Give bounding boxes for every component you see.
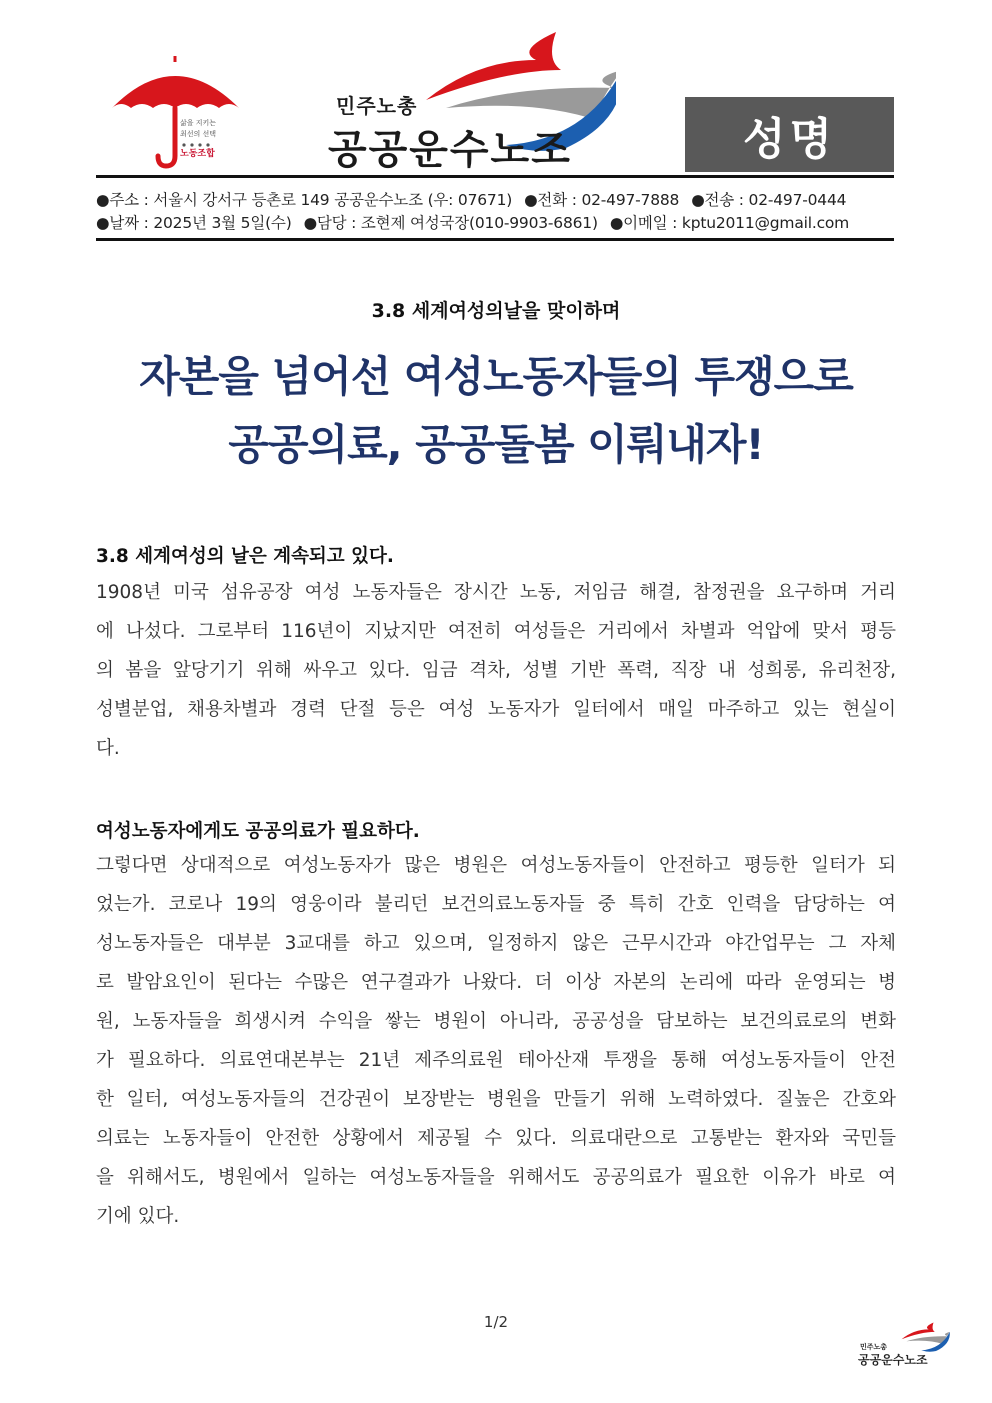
section-heading-1: 3.8 세계여성의 날은 계속되고 있다. [96, 546, 394, 567]
headline-line-1: 자본을 넘어선 여성노동자들의 투쟁으로 [139, 352, 853, 401]
contact-line-1 [96, 188, 896, 210]
section-2-line: 을 위해서도, 병원에서 일하는 여성노동자들을 위해서도 공공의료가 필요한 이유가 바로 여 [96, 1167, 896, 1188]
doc-type-label: 성명 [742, 113, 836, 165]
footer-confederation-label: 민주노총 [860, 1343, 888, 1351]
union-logo [326, 30, 616, 173]
contact-person-text: ●담당 : 조현제 여성국장(010-9903-6861) [303, 214, 598, 232]
section-1-line: 의 봄을 앞당기기 위해 싸우고 있다. 임금 격차, 성별 기반 폭력, 직장 내 성희롱, 유리천장, [96, 660, 896, 681]
footer-union-logo [858, 1322, 954, 1368]
footer-swoosh-icon [888, 1322, 952, 1354]
section-2-line: 원, 노동자들을 희생시켜 수익을 쌓는 병원이 아니라, 공공성을 담보하는 보건의료로의 변화 [96, 1011, 896, 1032]
section-2-line: 의료는 노동자들이 안전한 상황에서 제공될 수 있다. 의료대란으로 고통받는 환자와 국민들 [96, 1128, 896, 1149]
slogan-line-1: 삶을 지키는 [180, 119, 217, 127]
section-heading-2: 여성노동자에게도 공공의료가 필요하다. [96, 821, 420, 842]
section-2-line: 성노동자들은 대부분 3교대를 하고 있으며, 일정하지 않은 근무시간과 야간업무는 그 자체 [96, 933, 896, 954]
section-2-line: 었는가. 코로나 19의 영웅이라 불리던 보건의료노동자들 중 특히 간호 인력을 담당하는 여 [96, 894, 896, 915]
section-1-line: 에 나섰다. 그로부터 116년이 지났지만 여전히 여성들은 거리에서 차별과 억압에 맞서 평등 [96, 621, 896, 642]
statement-subtitle: 3.8 세계여성의날을 맞이하며 [371, 300, 621, 322]
section-2-line: 가 필요하다. 의료연대본부는 21년 제주의료원 테아산재 투쟁을 통해 여성노동자들이 안전 [96, 1050, 896, 1071]
page-number: 1/2 [483, 1313, 509, 1331]
union-confederation-label: 민주노총 [336, 94, 418, 118]
red-umbrella-icon [108, 56, 243, 171]
slogan-line-3: 노동조합 [180, 149, 215, 159]
header-divider-bottom [96, 238, 894, 241]
section-2-line: 기에 있다. [96, 1206, 180, 1227]
header-divider-top [96, 175, 894, 178]
section-2-line: 로 발암요인이 된다는 수많은 연구결과가 나왔다. 더 이상 자본의 논리에 따라 운영되는 병 [96, 972, 896, 993]
section-1-line: 다. [96, 738, 120, 759]
section-2-line: 그렇다면 상대적으로 여성노동자가 많은 병원은 여성노동자들이 안전하고 평등한 일터가 되 [96, 855, 896, 876]
contact-line-2 [96, 211, 896, 233]
address-text: ●주소 : 서울시 강서구 등촌로 149 공공운수노조 (우: 07671) [96, 191, 513, 209]
doc-type-badge [685, 97, 894, 172]
union-name-label: 공공운수노조 [328, 127, 572, 173]
umbrella-logo [108, 56, 243, 171]
headline-line-2: 공공의료, 공공돌봄 이뤄내자! [228, 420, 764, 469]
section-1-line: 성별분업, 채용차별과 경력 단절 등은 여성 노동자가 일터에서 매일 마주하고 있는 현실이 [96, 699, 896, 720]
section-2-line: 한 일터, 여성노동자들의 건강권이 보장받는 병원을 만들기 위해 노력하였다. 질높은 간호와 [96, 1089, 896, 1110]
section-1-line: 1908년 미국 섬유공장 여성 노동자들은 장시간 노동, 저임금 해결, 참정권을 요구하며 거리 [96, 582, 896, 603]
date-text: ●날짜 : 2025년 3월 5일(수) [96, 214, 292, 232]
phone-text: ●전화 : 02-497-7888 [524, 191, 680, 209]
fax-text: ●전송 : 02-497-0444 [691, 191, 847, 209]
footer-union-name: 공공운수노조 [858, 1353, 928, 1367]
slogan-line-2: 최선의 선택 [180, 130, 217, 138]
email-link[interactable]: ●이메일 : kptu2011@gmail.com [609, 214, 850, 232]
